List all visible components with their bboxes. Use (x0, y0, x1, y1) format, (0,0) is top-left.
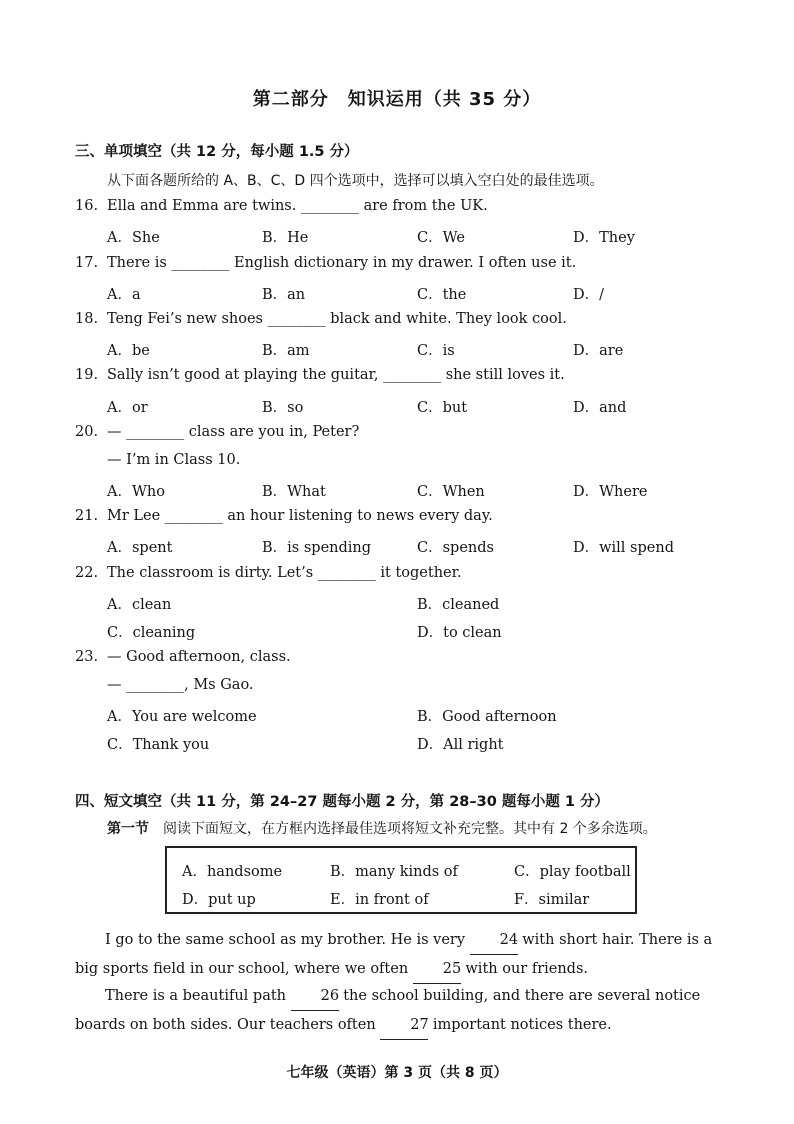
box-option-d: D．put up (182, 892, 256, 908)
option-19c[interactable]: C．but (417, 400, 468, 416)
question-21 (75, 508, 493, 524)
para2-text-c: the school building, and there are several notice boards on both sides. Our teachers often (75, 988, 701, 1033)
para2-text-a: There is a beautiful path (105, 988, 287, 1004)
box-option-c: C．play football (514, 864, 631, 880)
blank-24[interactable]: 24 (470, 926, 518, 955)
option-21d[interactable]: D．will spend (573, 540, 674, 556)
para1-text-a: I go to the same school as my brother. He is very (105, 932, 466, 948)
question-stem: Ella and Emma are twins. ________ are from the UK. (107, 198, 488, 214)
para2-text-d: important notices there. (432, 1017, 612, 1033)
option-17c[interactable]: C．the (417, 287, 467, 303)
question-stem: The classroom is dirty. Let’s ________ it together. (107, 565, 462, 581)
question-23-reply: — ________, Ms Gao. (107, 677, 254, 693)
blank-25[interactable]: 25 (413, 955, 461, 984)
option-21a[interactable]: A．spent (107, 540, 173, 556)
option-18c[interactable]: C．is (417, 343, 455, 359)
question-number: 19. (75, 367, 99, 383)
question-stem: Sally isn’t good at playing the guitar, ________ she still loves it. (107, 367, 565, 383)
para1-text-c: with short hair. There is a big sports field in our school, where we often (75, 932, 713, 977)
question-number: 17. (75, 255, 99, 271)
section4-heading: 四、短文填空（共 11 分，第 24–27 题每小题 2 分，第 28–30 题每小题 1 分） (75, 794, 610, 810)
box-option-a: A．handsome (182, 864, 283, 880)
question-19 (75, 367, 565, 383)
section3-instruction: 从下面各题所给的 A、B、C、D 四个选项中，选择可以填入空白处的最佳选项。 (107, 173, 604, 189)
option-21c[interactable]: C．spends (417, 540, 494, 556)
passage-paragraph-1 (75, 926, 735, 984)
question-number: 22. (75, 565, 99, 581)
option-20c[interactable]: C．When (417, 484, 485, 500)
question-20 (75, 424, 359, 440)
option-23c[interactable]: C．Thank you (107, 737, 210, 753)
box-option-b: B．many kinds of (330, 864, 458, 880)
option-18a[interactable]: A．be (107, 343, 150, 359)
page-title: 第二部分 知识运用（共 35 分） (252, 89, 542, 110)
option-19a[interactable]: A．or (107, 400, 148, 416)
box-option-f: F．similar (514, 892, 590, 908)
option-16d[interactable]: D．They (573, 230, 635, 246)
option-17a[interactable]: A．a (107, 287, 141, 303)
option-19d[interactable]: D．and (573, 400, 627, 416)
question-16 (75, 198, 488, 214)
option-22d[interactable]: D．to clean (417, 625, 502, 641)
question-stem: Teng Fei’s new shoes ________ black and white. They look cool. (107, 311, 567, 327)
blank-27[interactable]: 27 (380, 1011, 428, 1040)
box-option-e: E．in front of (330, 892, 429, 908)
question-number: 18. (75, 311, 99, 327)
question-number: 23. (75, 649, 99, 665)
section4-part1 (107, 818, 657, 838)
option-18d[interactable]: D．are (573, 343, 624, 359)
option-19b[interactable]: B．so (262, 400, 304, 416)
question-17 (75, 255, 576, 271)
question-stem: — ________ class are you in, Peter? (107, 424, 360, 440)
part1-label: 第一节 (107, 821, 149, 837)
question-23 (75, 649, 291, 665)
option-22b[interactable]: B．cleaned (417, 597, 500, 613)
option-16a[interactable]: A．She (107, 230, 160, 246)
page-footer: 七年级（英语）第 3 页（共 8 页） (286, 1065, 508, 1081)
option-23b[interactable]: B．Good afternoon (417, 709, 557, 725)
passage-paragraph-2 (75, 982, 735, 1040)
question-number: 20. (75, 424, 99, 440)
option-17b[interactable]: B．an (262, 287, 306, 303)
question-20-reply: — I’m in Class 10. (107, 452, 241, 468)
para1-text-d: with our friends. (465, 961, 589, 977)
question-number: 21. (75, 508, 99, 524)
option-18b[interactable]: B．am (262, 343, 310, 359)
option-20a[interactable]: A．Who (107, 484, 165, 500)
option-20b[interactable]: B．What (262, 484, 326, 500)
option-22c[interactable]: C．cleaning (107, 625, 196, 641)
option-17d[interactable]: D．/ (573, 287, 605, 303)
question-18 (75, 311, 567, 327)
option-16b[interactable]: B．He (262, 230, 309, 246)
option-20d[interactable]: D．Where (573, 484, 648, 500)
option-21b[interactable]: B．is spending (262, 540, 372, 556)
part1-instruction: 阅读下面短文，在方框内选择最佳选项将短文补充完整。其中有 2 个多余选项。 (163, 821, 657, 837)
option-22a[interactable]: A．clean (107, 597, 172, 613)
question-22 (75, 565, 462, 581)
option-23d[interactable]: D．All right (417, 737, 504, 753)
question-stem: There is ________ English dictionary in my drawer. I often use it. (107, 255, 577, 271)
section3-heading: 三、单项填空（共 12 分，每小题 1.5 分） (75, 144, 359, 160)
question-stem: — Good afternoon, class. (107, 649, 291, 665)
option-23a[interactable]: A．You are welcome (107, 709, 257, 725)
blank-26[interactable]: 26 (291, 982, 339, 1011)
question-stem: Mr Lee ________ an hour listening to news every day. (107, 508, 493, 524)
option-16c[interactable]: C．We (417, 230, 465, 246)
question-number: 16. (75, 198, 99, 214)
